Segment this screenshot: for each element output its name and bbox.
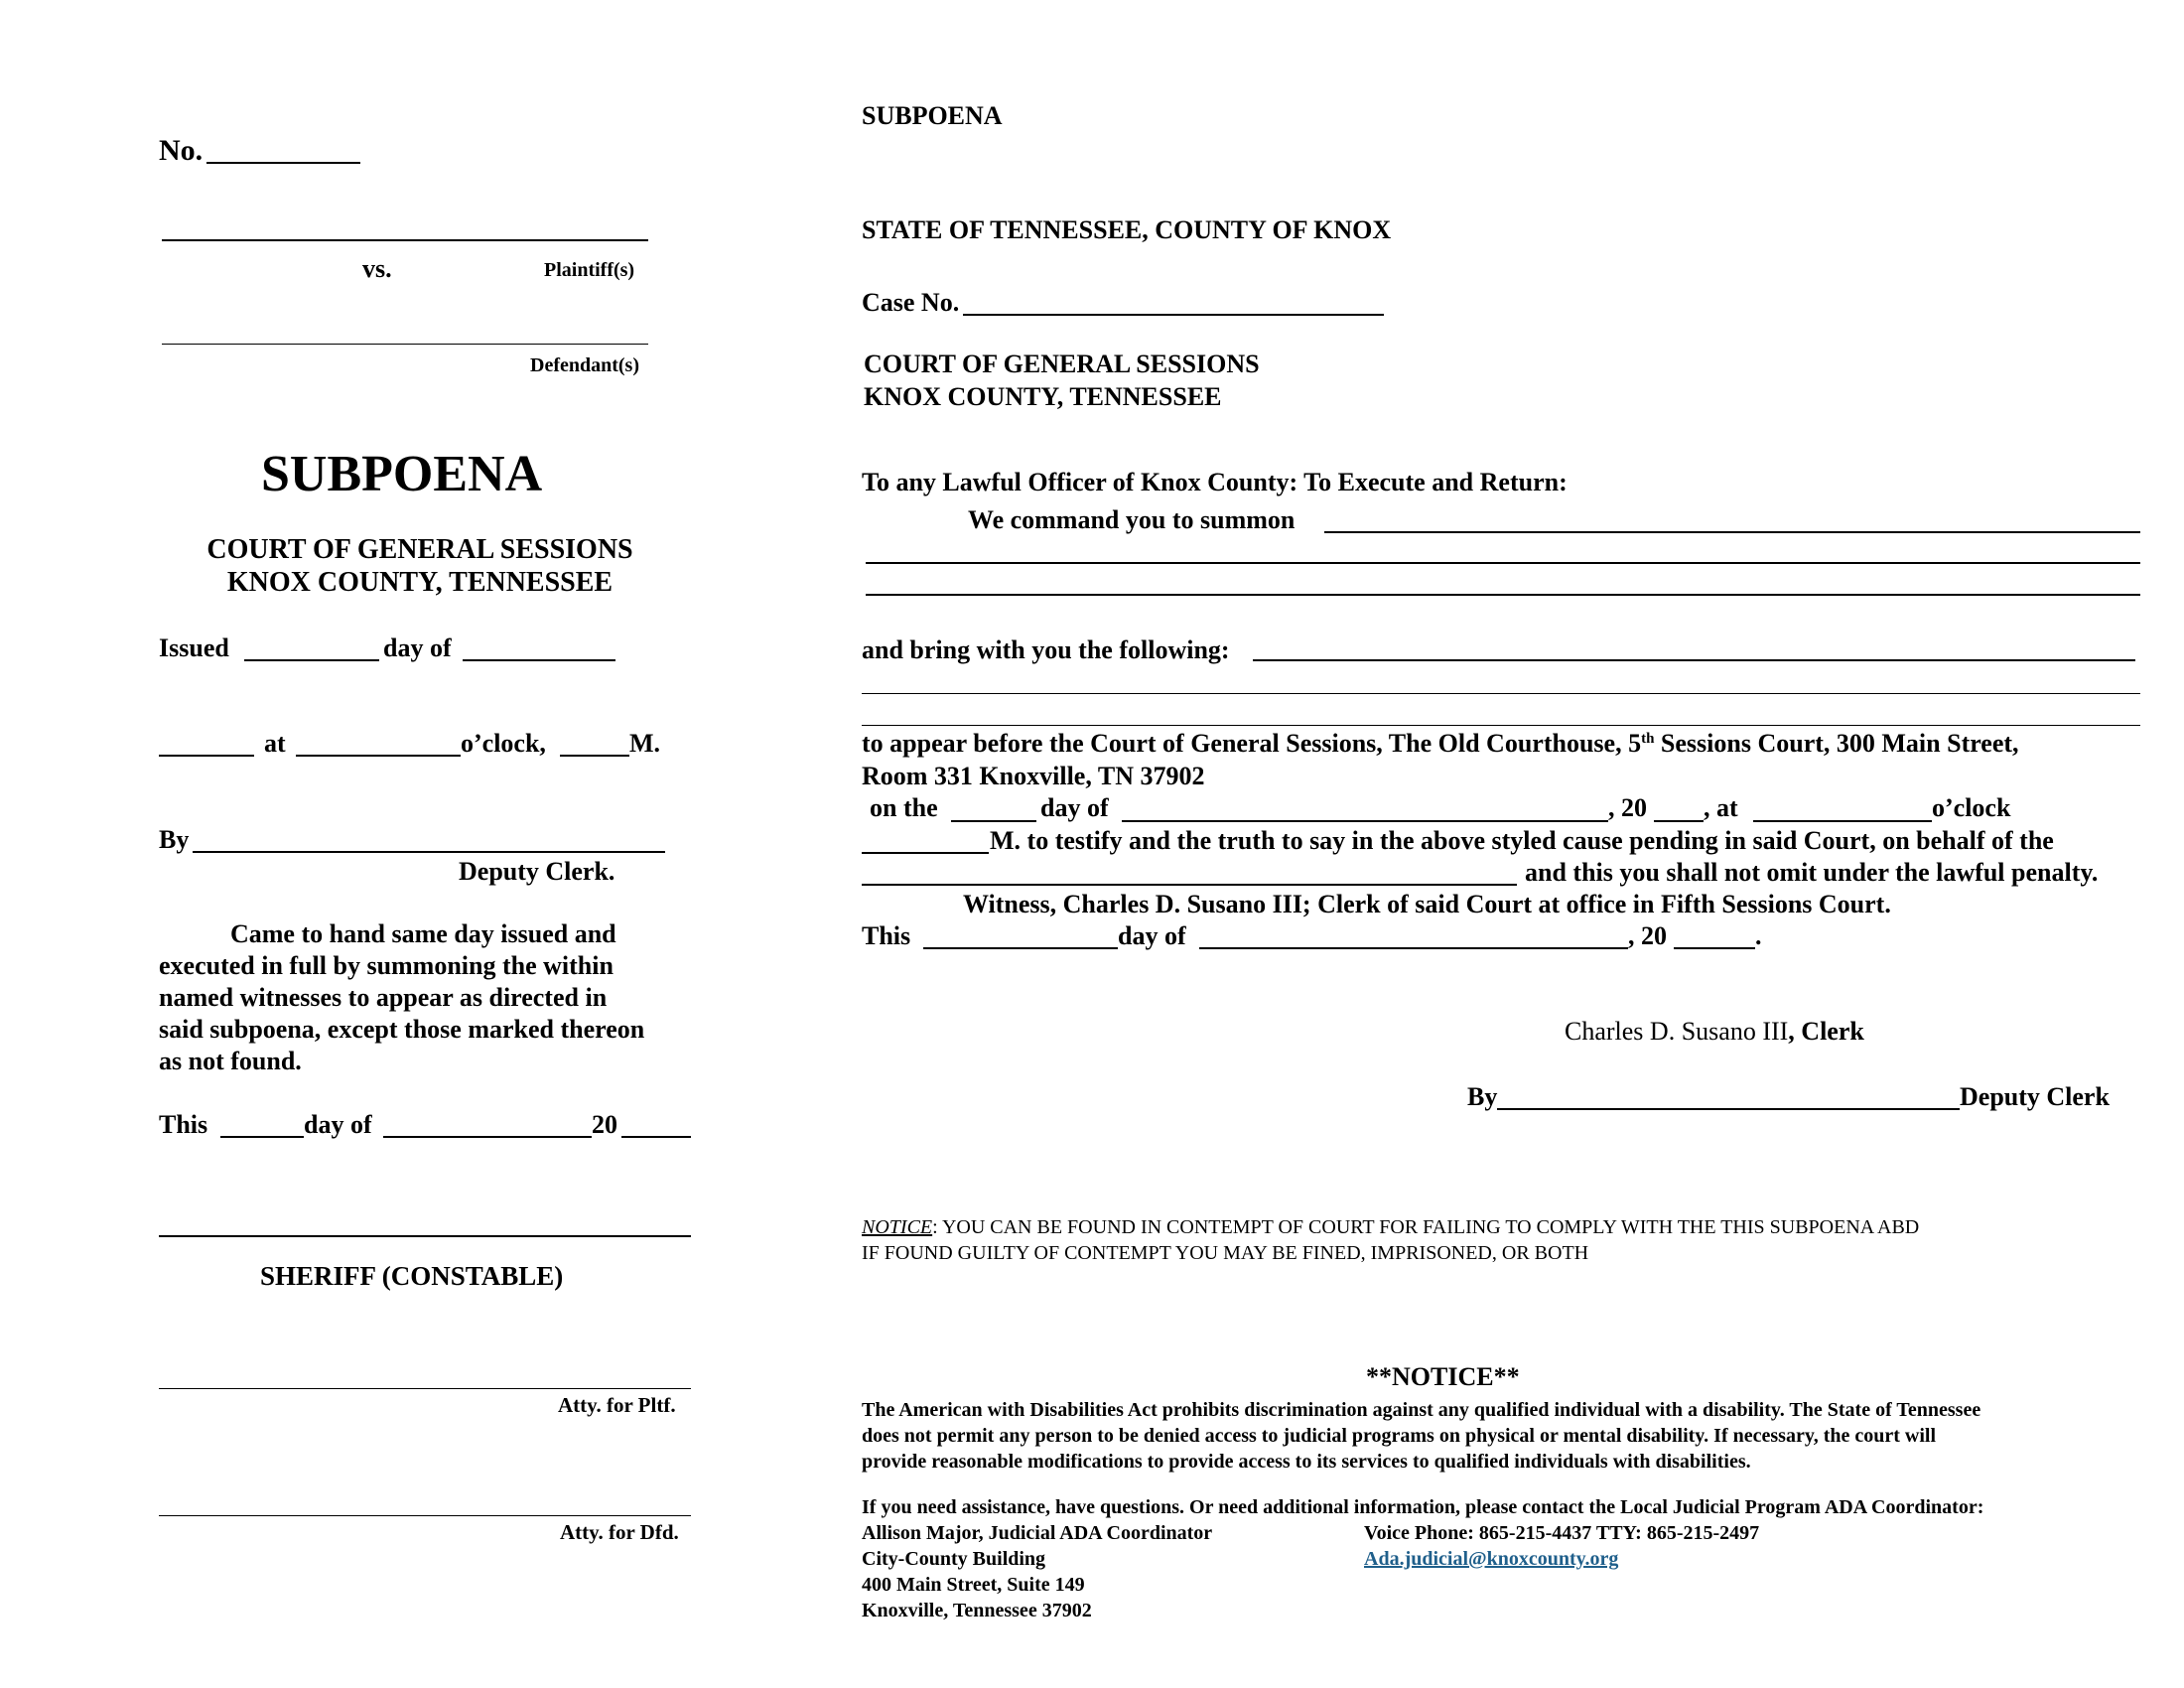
coordinator-city: Knoxville, Tennessee 37902 — [862, 1600, 1092, 1621]
room-address-line: Room 331 Knoxville, TN 37902 — [862, 762, 1205, 790]
return-text-line5: as not found. — [159, 1047, 302, 1075]
appear-hour-blank[interactable] — [1753, 820, 1932, 822]
issued-day-blank[interactable] — [244, 659, 379, 661]
contempt-notice-line2: IF FOUND GUILTY OF CONTEMPT YOU MAY BE FINED, IMPRISONED, OR BOTH — [862, 1242, 1589, 1264]
issue-year-blank[interactable] — [1674, 947, 1755, 949]
ada-notice-title: **NOTICE** — [1366, 1362, 1520, 1391]
ada-text-line3: provide reasonable modifications to provide access to its services to qualified individuals with disabilities. — [862, 1451, 1751, 1473]
deputy-clerk-blank[interactable] — [1497, 1108, 1960, 1110]
issued-day-of-label: day of — [383, 633, 452, 662]
items-to-bring-blank-3[interactable] — [862, 725, 2140, 726]
court-header-line1: COURT OF GENERAL SESSIONS — [864, 350, 1260, 378]
case-no-blank[interactable] — [963, 314, 1384, 316]
court-name-line1: COURT OF GENERAL SESSIONS — [206, 534, 633, 565]
case-number-blank[interactable] — [206, 162, 360, 164]
appear-year-blank[interactable] — [1654, 820, 1704, 822]
issue-period: . — [1755, 921, 1762, 950]
summon-name-blank-3[interactable] — [866, 594, 2140, 596]
versus-label: vs. — [362, 254, 392, 283]
deputy-by-label: By — [1467, 1082, 1498, 1111]
return-text-line3: named witnesses to appear as directed in — [159, 983, 608, 1012]
ada-text-line2: does not permit any person to be denied access to judicial programs on physical or mental disability. If necessary, the court will — [862, 1425, 1937, 1447]
return-year-blank[interactable] — [621, 1136, 691, 1138]
attorney-defendant-blank[interactable] — [159, 1515, 691, 1516]
coordinator-building: City-County Building — [862, 1548, 1046, 1570]
m-label: M. — [629, 729, 661, 758]
items-to-bring-blank-2[interactable] — [862, 693, 2140, 694]
subpoena-heading: SUBPOENA — [862, 101, 1003, 130]
appear-month-blank[interactable] — [1122, 820, 1608, 822]
at-label: at — [264, 729, 286, 758]
issued-label: Issued — [159, 633, 229, 662]
appear-at-label: , at — [1704, 793, 1738, 822]
attorney-plaintiff-label: Atty. for Pltf. — [558, 1393, 676, 1417]
return-day-of-label: day of — [304, 1110, 372, 1139]
am-pm-blank[interactable] — [560, 755, 629, 757]
issue-day-blank[interactable] — [923, 947, 1118, 949]
witness-clerk-line: Witness, Charles D. Susano III; Clerk of said Court at office in Fifth Sessions Court. — [963, 890, 1891, 918]
court-name-line2: KNOX COUNTY, TENNESSEE — [226, 567, 614, 598]
deputy-clerk-title: Deputy Clerk — [1960, 1082, 2110, 1111]
return-day-blank[interactable] — [220, 1136, 304, 1138]
sheriff-label: SHERIFF (CONSTABLE) — [260, 1261, 564, 1291]
appear-day-of-label: day of — [1040, 793, 1109, 822]
defendant-label: Defendant(s) — [530, 354, 639, 376]
return-month-blank[interactable] — [383, 1136, 592, 1138]
omit-penalty-line: and this you shall not omit under the lawful penalty. — [1525, 858, 2099, 887]
officer-address-line: To any Lawful Officer of Knox County: To Execute and Return: — [862, 468, 1568, 496]
issue-month-blank[interactable] — [1199, 947, 1628, 949]
coordinator-street: 400 Main Street, Suite 149 — [862, 1574, 1085, 1596]
plaintiff-name-blank[interactable] — [162, 239, 648, 241]
issued-month-blank[interactable] — [463, 659, 615, 661]
attorney-defendant-label: Atty. for Dfd. — [560, 1520, 679, 1544]
return-text-line4: said subpoena, except those marked thereon — [159, 1015, 645, 1044]
return-this-label: This — [159, 1110, 208, 1139]
clerk-signature-line: Charles D. Susano III, Clerk — [1565, 1017, 1864, 1046]
defendant-name-blank[interactable] — [162, 344, 648, 345]
issue-day-of-label: day of — [1118, 921, 1186, 950]
on-the-label: on the — [870, 793, 938, 822]
deputy-clerk-signature-blank[interactable] — [193, 851, 665, 853]
ada-assistance-line: If you need assistance, have questions. Or need additional information, please contact the Local Judicial Program ADA Coordinator: — [862, 1496, 1984, 1518]
coordinator-phone: Voice Phone: 865-215-4437 TTY: 865-215-2497 — [1364, 1522, 1760, 1544]
sheriff-signature-blank[interactable] — [159, 1235, 691, 1237]
oclock-label: o’clock, — [461, 729, 546, 758]
summon-name-blank[interactable] — [1324, 531, 2140, 533]
return-text-line1: Came to hand same day issued and — [230, 919, 616, 948]
appear-location-line: to appear before the Court of General Sessions, The Old Courthouse, 5th Sessions Court, 300 Main Street, — [862, 729, 2019, 758]
court-header-line2: KNOX COUNTY, TENNESSEE — [864, 382, 1222, 411]
on-behalf-of-blank[interactable] — [862, 884, 1517, 886]
issue-this-label: This — [862, 921, 911, 950]
coordinator-email-link[interactable]: Ada.judicial@knoxcounty.org — [1364, 1548, 1619, 1570]
return-text-line2: executed in full by summoning the within — [159, 951, 614, 980]
command-label: We command you to summon — [968, 505, 1296, 534]
items-to-bring-blank[interactable] — [1253, 659, 2135, 661]
case-number-label: No. — [159, 134, 204, 167]
attorney-plaintiff-blank[interactable] — [159, 1388, 691, 1389]
bring-label: and bring with you the following: — [862, 635, 1230, 664]
summon-name-blank-2[interactable] — [866, 562, 2140, 564]
by-label: By — [159, 825, 190, 854]
issue-twenty-label: , 20 — [1628, 921, 1667, 950]
issued-year-blank[interactable] — [159, 755, 254, 757]
appear-am-pm-blank[interactable] — [862, 852, 989, 854]
testify-line: M. to testify and the truth to say in the above styled cause pending in said Court, on behalf of the — [990, 826, 2054, 855]
coordinator-name: Allison Major, Judicial ADA Coordinator — [862, 1522, 1213, 1544]
case-no-label: Case No. — [862, 288, 960, 317]
plaintiff-label: Plaintiff(s) — [544, 259, 635, 281]
appear-oclock-label: o’clock — [1932, 793, 2011, 822]
state-county-heading: STATE OF TENNESSEE, COUNTY OF KNOX — [862, 215, 1392, 244]
appear-twenty-label: , 20 — [1608, 793, 1647, 822]
issued-hour-blank[interactable] — [296, 755, 461, 757]
deputy-clerk-label: Deputy Clerk. — [459, 857, 615, 886]
contempt-notice-line1: NOTICE: YOU CAN BE FOUND IN CONTEMPT OF COURT FOR FAILING TO COMPLY WITH THE THIS SUBPOENA ABD — [862, 1216, 1920, 1238]
appear-day-blank[interactable] — [951, 820, 1036, 822]
subpoena-title: SUBPOENA — [261, 446, 543, 502]
return-twenty-label: 20 — [592, 1110, 617, 1139]
ada-text-line1: The American with Disabilities Act prohibits discrimination against any qualified individual with a disability. The State of Tennessee — [862, 1399, 1981, 1421]
